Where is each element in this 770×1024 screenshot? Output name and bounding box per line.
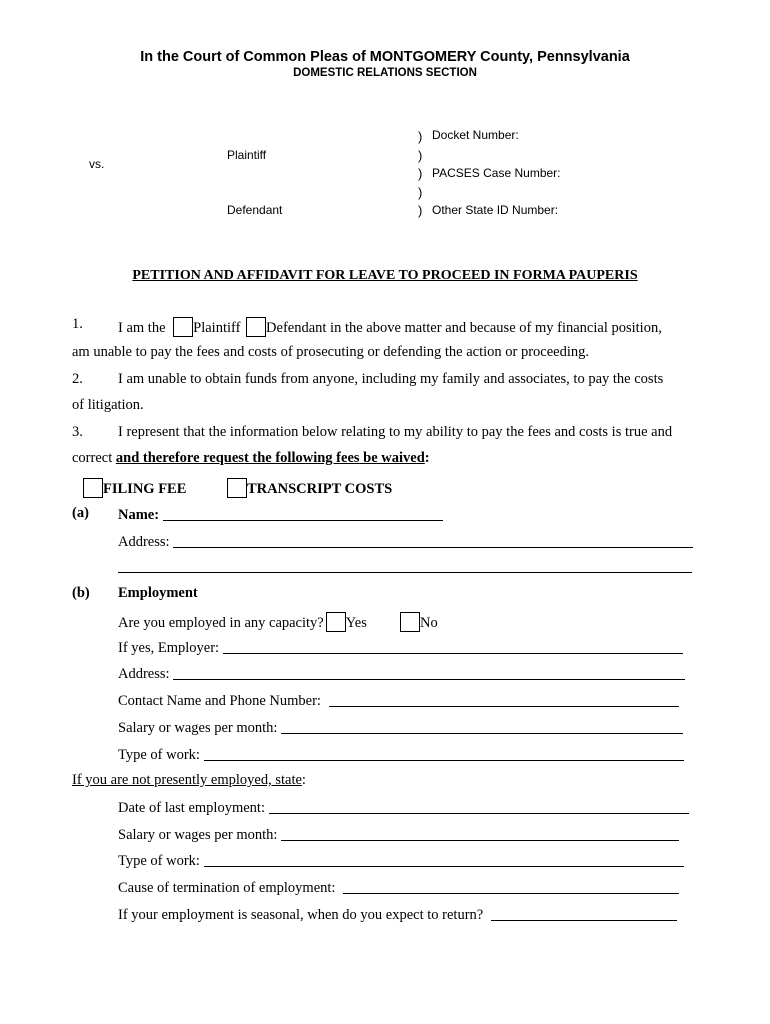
address-label-a: Address: [118, 534, 170, 550]
defendant-label: Defendant [227, 203, 283, 217]
termination-cause-label: Cause of termination of employment: [118, 880, 336, 896]
not-employed-heading-text: If you are not presently employed, state [72, 772, 302, 788]
address-field-a[interactable] [173, 533, 693, 548]
plaintiff-checkbox[interactable] [173, 317, 193, 337]
filing-fee-option [83, 478, 186, 498]
plaintiff-label: Plaintiff [227, 148, 267, 162]
other-state-id-label: Other State ID Number: [432, 203, 559, 217]
para1-plaintiff: Plaintiff [193, 320, 241, 336]
defendant-checkbox[interactable] [246, 317, 266, 337]
para1-line1 [118, 317, 662, 337]
transcript-costs-label: TRANSCRIPT COSTS [247, 481, 393, 497]
employer-address-row [118, 665, 685, 682]
transcript-costs-option [227, 478, 392, 498]
seasonal-return-label: If your employment is seasonal, when do you expect to return? [118, 907, 484, 923]
type-of-work-row [118, 746, 684, 763]
caption-paren-4: ) [418, 185, 423, 200]
petition-title-text: PETITION AND AFFIDAVIT FOR LEAVE TO PROCEED IN FORMA PAUPERIS [132, 268, 638, 283]
name-row [118, 506, 443, 523]
type-of-work-label: Type of work: [118, 747, 200, 763]
para2-number: 2. [72, 371, 83, 387]
employed-question-row [118, 612, 367, 632]
para1-line2: am unable to pay the fees and costs of prosecuting or defending the action or proceeding. [72, 344, 589, 360]
vs-label: vs. [89, 157, 105, 171]
section-heading: DOMESTIC RELATIONS SECTION [293, 67, 477, 79]
prev-type-row [118, 852, 684, 869]
filing-fee-label: FILING FEE [103, 481, 187, 497]
contact-field[interactable] [329, 692, 679, 707]
para1-lead: I am the [118, 320, 166, 336]
salary-label: Salary or wages per month: [118, 720, 278, 736]
para3-line2-plain: correct [72, 450, 116, 466]
employment-heading: Employment [118, 585, 198, 601]
section-a-label: (a) [72, 505, 89, 521]
employed-no-option [400, 612, 438, 632]
last-employment-field[interactable] [269, 799, 689, 814]
prev-salary-row [118, 826, 679, 843]
para3-line2-bold: and therefore request the following fees be waived [115, 450, 425, 466]
caption-paren-5: ) [418, 203, 423, 218]
termination-cause-row [118, 879, 679, 896]
section-b-label: (b) [72, 585, 90, 601]
name-label: Name: [118, 507, 160, 523]
para2-line1: I am unable to obtain funds from anyone, including my family and associates, to pay the costs [118, 371, 664, 387]
salary-row [118, 719, 683, 736]
employed-no-label: No [420, 615, 438, 631]
employer-label: If yes, Employer: [118, 640, 220, 656]
prev-salary-label: Salary or wages per month: [118, 827, 278, 843]
para3-number: 3. [72, 424, 83, 440]
para3-line1: I represent that the information below relating to my ability to pay the fees and costs is true and [118, 424, 673, 440]
caption-paren-3: ) [418, 166, 423, 181]
contact-label: Contact Name and Phone Number: [118, 693, 321, 709]
prev-type-label: Type of work: [118, 853, 200, 869]
seasonal-return-field[interactable] [491, 906, 677, 921]
para2-line2: of litigation. [72, 397, 144, 413]
docket-number-label: Docket Number: [432, 128, 519, 142]
employer-field[interactable] [223, 639, 683, 654]
filing-fee-checkbox[interactable] [83, 478, 103, 498]
last-employment-label: Date of last employment: [118, 800, 265, 816]
employed-question: Are you employed in any capacity? [118, 615, 324, 631]
prev-type-field[interactable] [204, 852, 684, 867]
para1-rest: Defendant in the above matter and because of my financial position, [266, 320, 662, 336]
employer-address-field[interactable] [173, 665, 685, 680]
employer-row [118, 639, 683, 656]
pacses-case-number-label: PACSES Case Number: [432, 166, 561, 180]
salary-field[interactable] [281, 719, 683, 734]
address-row-a [118, 533, 693, 550]
prev-salary-field[interactable] [281, 826, 679, 841]
termination-cause-field[interactable] [343, 879, 679, 894]
para1-number: 1. [72, 316, 83, 332]
employer-address-label: Address: [118, 666, 170, 682]
not-employed-heading [72, 773, 306, 788]
seasonal-return-row [118, 906, 677, 923]
caption-paren-1: ) [418, 129, 423, 144]
last-employment-row [118, 799, 689, 816]
employed-yes-checkbox[interactable] [326, 612, 346, 632]
petition-title [0, 268, 770, 284]
type-of-work-field[interactable] [204, 746, 684, 761]
address-field-a-line2[interactable] [118, 572, 692, 573]
caption-paren-2: ) [418, 148, 423, 163]
name-field[interactable] [163, 506, 443, 521]
court-heading: In the Court of Common Pleas of MONTGOMERY County, Pennsylvania [140, 49, 630, 65]
transcript-costs-checkbox[interactable] [227, 478, 247, 498]
employed-yes-label: Yes [345, 615, 367, 631]
para3-line2 [72, 451, 430, 466]
employed-no-checkbox[interactable] [400, 612, 420, 632]
not-employed-heading-end: : [301, 772, 306, 788]
contact-row [118, 692, 679, 709]
para3-line2-end: : [424, 450, 430, 466]
